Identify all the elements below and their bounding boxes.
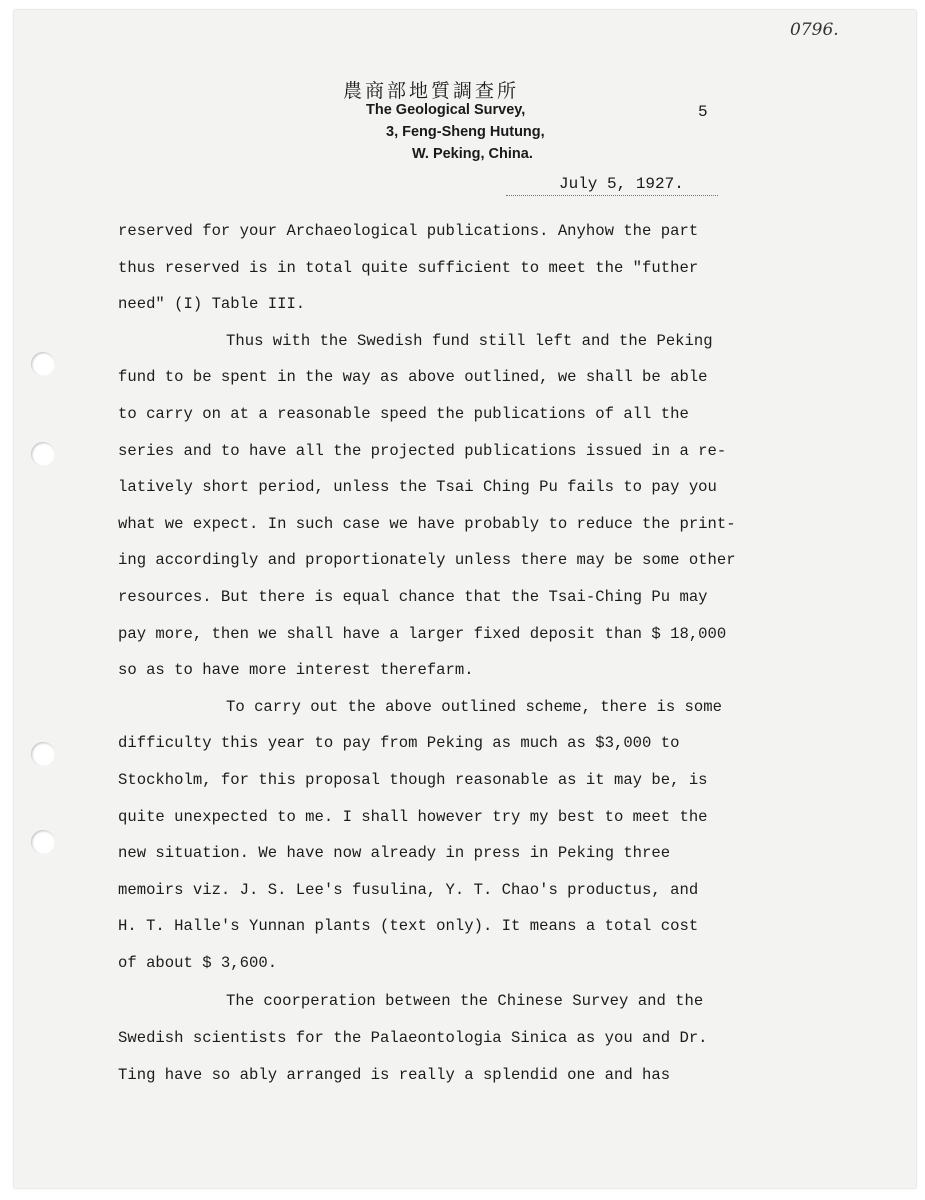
body-line: latively short period, unless the Tsai Ching Pu fails to pay you bbox=[118, 478, 717, 497]
body-line: ing accordingly and proportionately unless there may be some other bbox=[118, 551, 736, 570]
letter-date: July 5, 1927. bbox=[559, 175, 684, 193]
punch-hole bbox=[31, 742, 55, 766]
body-line: memoirs viz. J. S. Lee's fusulina, Y. T. Chao's productus, and bbox=[118, 880, 699, 899]
body-line: quite unexpected to me. I shall however try my best to meet the bbox=[118, 807, 708, 826]
archive-number: 0796. bbox=[790, 20, 839, 40]
body-line: fund to be spent in the way as above outlined, we shall be able bbox=[118, 368, 708, 387]
body-line: to carry on at a reasonable speed the publications of all the bbox=[118, 404, 689, 423]
letterhead bbox=[14, 10, 916, 210]
letterhead-city: W. Peking, China. bbox=[412, 146, 533, 162]
body-line-paragraph-start: To carry out the above outlined scheme, there is some bbox=[226, 697, 722, 716]
body-line: resources. But there is equal chance that the Tsai-Ching Pu may bbox=[118, 587, 708, 606]
body-line: Swedish scientists for the Palaeontologia Sinica as you and Dr. bbox=[118, 1029, 708, 1048]
body-line-paragraph-start: The coorperation between the Chinese Survey and the bbox=[226, 992, 704, 1011]
punch-hole bbox=[31, 830, 55, 854]
punch-hole bbox=[31, 442, 55, 466]
body-line: Ting have so ably arranged is really a splendid one and has bbox=[118, 1065, 671, 1084]
date-rule bbox=[506, 195, 718, 196]
body-line-paragraph-start: Thus with the Swedish fund still left and the Peking bbox=[226, 331, 713, 350]
letterhead-street-address: 3, Feng-Sheng Hutung, bbox=[386, 124, 545, 140]
body-line: of about $ 3,600. bbox=[118, 953, 278, 972]
body-line: need" (I) Table III. bbox=[118, 295, 306, 314]
body-line: reserved for your Archaeological publications. Anyhow the part bbox=[118, 222, 699, 240]
letter-body bbox=[118, 213, 838, 1093]
body-line: Stockholm, for this proposal though reasonable as it may be, is bbox=[118, 770, 708, 789]
body-line: pay more, then we shall have a larger fixed deposit than $ 18,000 bbox=[118, 624, 727, 643]
letterhead-organization: The Geological Survey, bbox=[366, 102, 526, 118]
punch-hole bbox=[31, 352, 55, 376]
page-number: 5 bbox=[698, 103, 708, 121]
body-line: what we expect. In such case we have probably to reduce the print- bbox=[118, 514, 736, 533]
body-line: new situation. We have now already in press in Peking three bbox=[118, 844, 671, 863]
body-line: thus reserved is in total quite sufficient to meet the "futher bbox=[118, 258, 699, 277]
body-line: H. T. Halle's Yunnan plants (text only). It means a total cost bbox=[118, 917, 699, 936]
body-line: so as to have more interest therefarm. bbox=[118, 661, 474, 680]
body-line: series and to have all the projected publications issued in a re- bbox=[118, 441, 727, 460]
letter-page bbox=[14, 10, 916, 1188]
letterhead-chinese-name: 農商部地質調查所 bbox=[343, 80, 520, 102]
body-line: difficulty this year to pay from Peking as much as $3,000 to bbox=[118, 734, 680, 753]
